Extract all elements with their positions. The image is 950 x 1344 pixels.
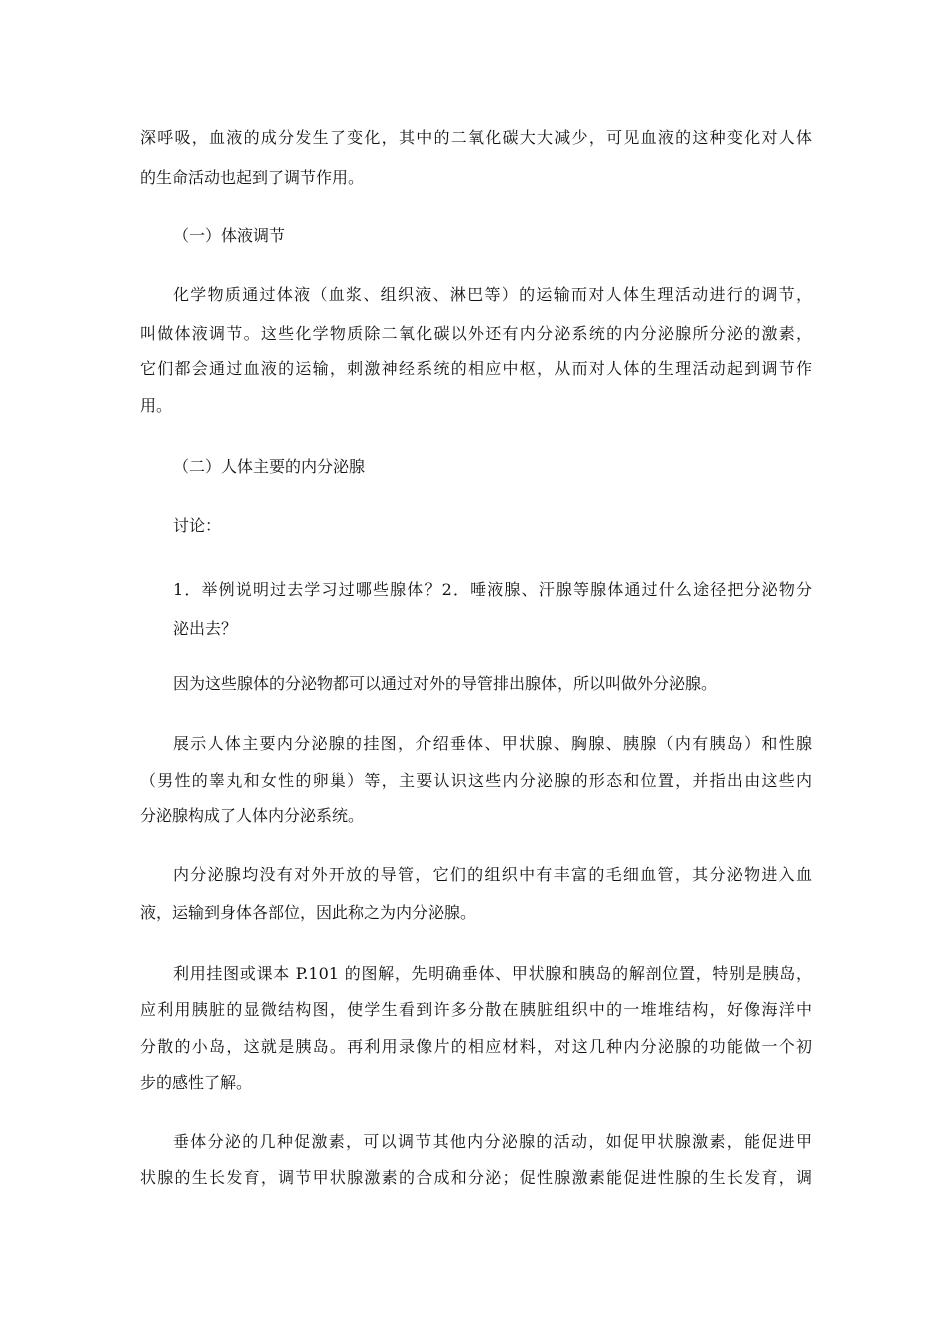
question-line: 1．举例说明过去学习过哪些腺体？2．唾液腺、汗腺等腺体通过什么途径把分泌物分 [173, 580, 812, 599]
paragraph-line: 应利用胰脏的显微结构图，使学生看到许多分散在胰脏组织中的一堆堆结构，好像海洋中 [140, 1000, 812, 1019]
paragraph-line: 液，运输到身体各部位，因此称之为内分泌腺。 [140, 903, 477, 922]
paragraph-line: 展示人体主要内分泌腺的挂图，介绍垂体、甲状腺、胸腺、胰腺（内有胰岛）和性腺 [173, 734, 812, 753]
paragraph-line: 利用挂图或课本 P.101 的图解，先明确垂体、甲状腺和胰岛的解剖位置，特别是胰岛， [173, 964, 812, 983]
paragraph-line: 用。 [140, 396, 173, 415]
paragraph-line: 状腺的生长发育，调节甲状腺激素的合成和分泌；促性腺激素能促进性腺的生长发育，调 [140, 1168, 812, 1187]
paragraph-line: 分泌腺构成了人体内分泌系统。 [140, 806, 365, 825]
section-heading: （二）人体主要的内分泌腺 [173, 457, 366, 476]
paragraph-line: 步的感性了解。 [140, 1073, 253, 1092]
paragraph-line: 内分泌腺均没有对外开放的导管，它们的组织中有丰富的毛细血管，其分泌物进入血 [173, 865, 812, 884]
paragraph-line: 的生命活动也起到了调节作用。 [140, 168, 365, 187]
paragraph-line: 垂体分泌的几种促激素，可以调节其他内分泌腺的活动，如促甲状腺激素，能促进甲 [173, 1132, 812, 1151]
paragraph-line: 深呼吸，血液的成分发生了变化，其中的二氧化碳大大减少，可见血液的这种变化对人体 [140, 128, 812, 147]
section-heading: （一）体液调节 [173, 226, 286, 245]
paragraph-line: （男性的睾丸和女性的卵巢）等，主要认识这些内分泌腺的形态和位置，并指出由这些内 [140, 771, 812, 790]
question-line: 泌出去？ [173, 619, 238, 638]
paragraph-line: 化学物质通过体液（血浆、组织液、淋巴等）的运输而对人体生理活动进行的调节， [173, 285, 812, 304]
paragraph-line: 分散的小岛，这就是胰岛。再利用录像片的相应材料，对这几种内分泌腺的功能做一个初 [140, 1037, 812, 1056]
paragraph-line: 因为这些腺体的分泌物都可以通过对外的导管排出腺体，所以叫做外分泌腺。 [173, 674, 718, 693]
paragraph-line: 它们都会通过血液的运输，刺激神经系统的相应中枢，从而对人体的生理活动起到调节作 [140, 359, 812, 378]
paragraph-line: 叫做体液调节。这些化学物质除二氧化碳以外还有内分泌系统的内分泌腺所分泌的激素， [140, 324, 812, 343]
discussion-label: 讨论： [173, 516, 222, 535]
